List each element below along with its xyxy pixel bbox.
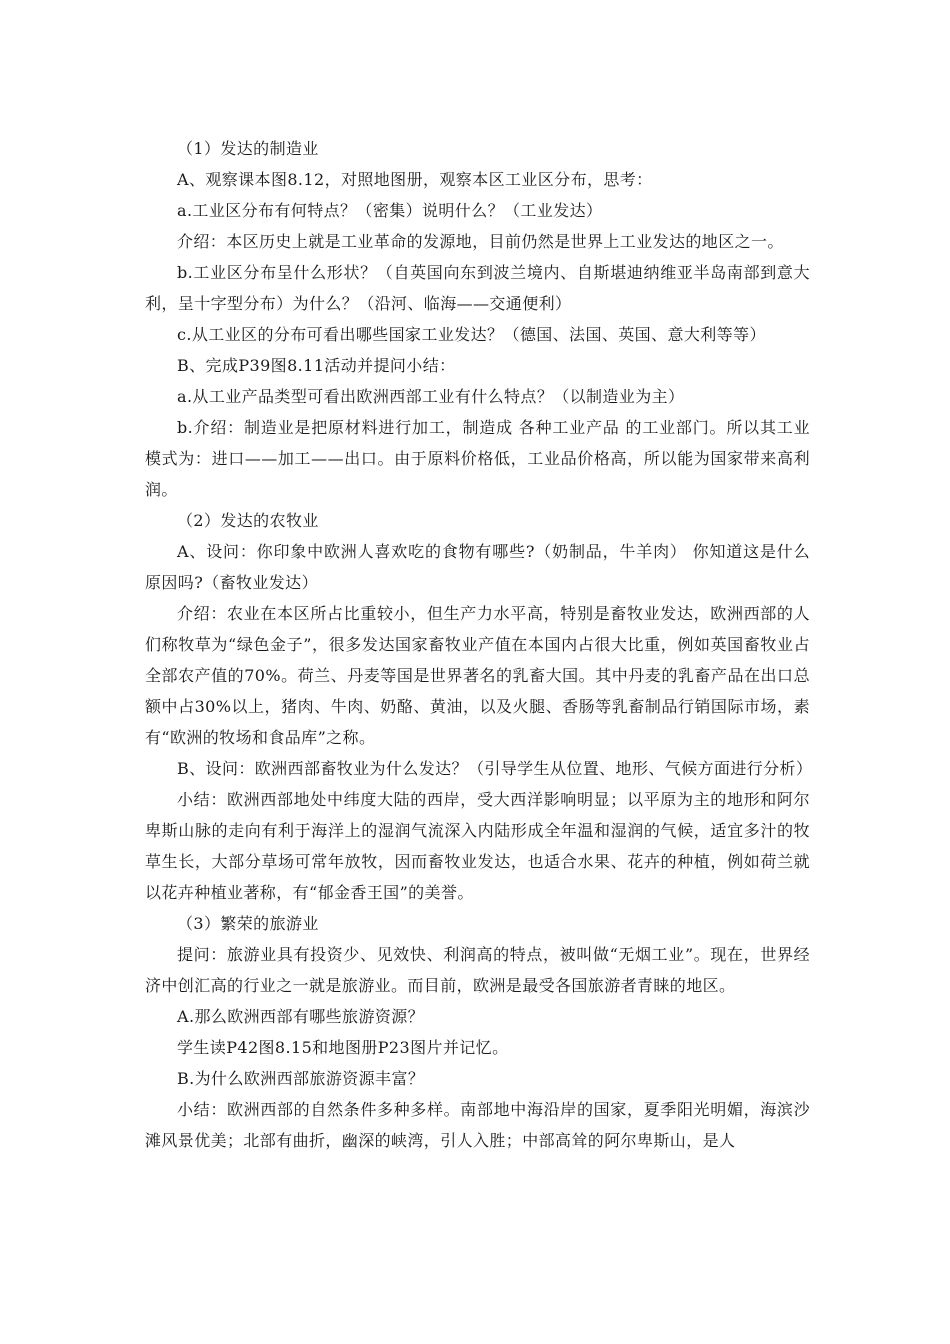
paragraph: c.从工业区的分布可看出哪些国家工业发达？（德国、法国、英国、意大利等等）	[177, 325, 766, 344]
paragraph: 提问：旅游业具有投资少、见效快、利润高的特点，被叫做“无烟工业”。现在，世界经济中创汇高的行业之一就是旅游业。而目前，欧洲是最受各国旅游者青睐的地区。	[145, 945, 810, 995]
paragraph: A、观察课本图8.12，对照地图册，观察本区工业区分布，思考：	[177, 170, 653, 189]
paragraph: a.工业区分布有何特点？（密集）说明什么？（工业发达）	[177, 201, 603, 220]
section-heading-manufacturing: （1）发达的制造业	[177, 139, 319, 158]
paragraph: b.工业区分布呈什么形状？（自英国向东到波兰境内、自斯堪迪纳维亚半岛南部到意大利，呈十字型分布）为什么？（沿河、临海——交通便利）	[145, 263, 810, 313]
paragraph: 介绍：本区历史上就是工业革命的发源地，目前仍然是世界上工业发达的地区之一。	[177, 232, 784, 251]
section-heading-tourism: （3）繁荣的旅游业	[177, 914, 319, 933]
paragraph: B、设问：欧洲西部畜牧业为什么发达？（引导学生从位置、地形、气候方面进行分析）	[177, 759, 813, 778]
paragraph: B.为什么欧洲西部旅游资源丰富？	[177, 1069, 425, 1088]
paragraph: 介绍：农业在本区所占比重较小，但生产力水平高，特别是畜牧业发达，欧洲西部的人们称牧草为“绿色金子”，很多发达国家畜牧业产值在本国内占很大比重，例如英国畜牧业占全部农产值的70%。荷兰、丹麦等国是世界著名的乳畜大国。其中丹麦的乳畜产品在出口总额中占30%以上，猪肉、牛肉、奶酪、黄油，以及火腿、香肠等乳畜制品行销国际市场，素有“欧洲的牧场和食品库”之称。	[145, 604, 810, 747]
paragraph: b.介绍：制造业是把原材料进行加工，制造成 各种工业产品 的工业部门。所以其工业模式为：进口——加工——出口。由于原料价格低，工业品价格高，所以能为国家带来高利润。	[145, 418, 810, 499]
paragraph: A、设问：你印象中欧洲人喜欢吃的食物有哪些?（奶制品，牛羊肉） 你知道这是什么原因吗?（畜牧业发达）	[145, 542, 810, 592]
document-body	[145, 133, 813, 1156]
paragraph: a.从工业产品类型可看出欧洲西部工业有什么特点？（以制造业为主）	[177, 387, 685, 406]
paragraph: A.那么欧洲西部有哪些旅游资源？	[177, 1007, 425, 1026]
paragraph: 小结：欧洲西部的自然条件多种多样。南部地中海沿岸的国家，夏季阳光明媚，海滨沙滩风景优美；北部有曲折，幽深的峡湾，引人入胜；中部高耸的阿尔卑斯山，是人	[145, 1100, 810, 1150]
section-heading-agriculture: （2）发达的农牧业	[177, 511, 319, 530]
paragraph: B、完成P39图8.11活动并提问小结：	[177, 356, 456, 375]
paragraph: 学生读P42图8.15和地图册P23图片并记忆。	[177, 1038, 509, 1057]
paragraph: 小结：欧洲西部地处中纬度大陆的西岸，受大西洋影响明显；以平原为主的地形和阿尔卑斯山脉的走向有利于海洋上的湿润气流深入内陆形成全年温和湿润的气候，适宜多汁的牧草生长，大部分草场可常年放牧，因而畜牧业发达，也适合水果、花卉的种植，例如荷兰就以花卉种植业著称，有“郁金香王国”的美誉。	[145, 790, 810, 902]
